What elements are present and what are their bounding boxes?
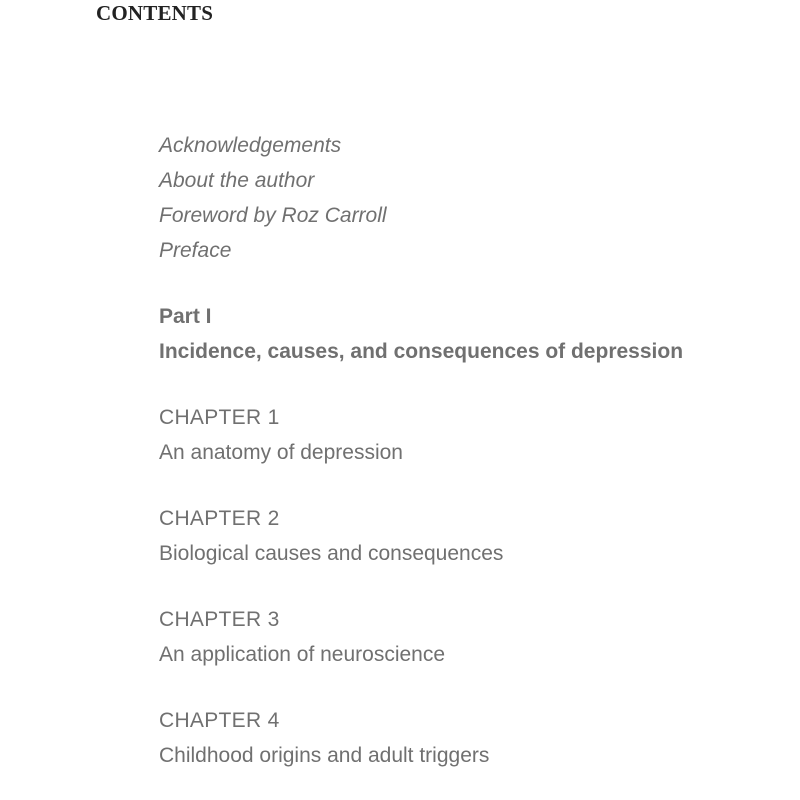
chapter-title[interactable]: An application of neuroscience [159,643,446,666]
chapter-entry [159,703,759,773]
chapter-title[interactable]: Biological causes and consequences [159,542,504,565]
chapter-label: CHAPTER 1 [159,406,280,429]
contents-heading: CONTENTS [96,1,214,25]
chapter-label: CHAPTER 4 [159,709,280,732]
front-matter-foreword[interactable]: Foreword by Roz Carroll [159,204,387,227]
chapter-entry [159,400,759,470]
chapter-label: CHAPTER 3 [159,608,280,631]
front-matter-acknowledgements[interactable]: Acknowledgements [159,134,342,157]
chapter-title[interactable]: Childhood origins and adult triggers [159,744,490,767]
part-section [159,299,759,369]
chapter-entry [159,501,759,571]
table-of-contents [159,128,759,773]
part-title[interactable]: Incidence, causes, and consequences of depression [159,340,684,363]
front-matter-about-author[interactable]: About the author [159,169,315,192]
part-label: Part I [159,305,212,328]
chapter-entry [159,602,759,672]
front-matter [159,128,759,268]
chapter-title[interactable]: An anatomy of depression [159,441,403,464]
front-matter-preface[interactable]: Preface [159,239,232,262]
chapter-label: CHAPTER 2 [159,507,280,530]
